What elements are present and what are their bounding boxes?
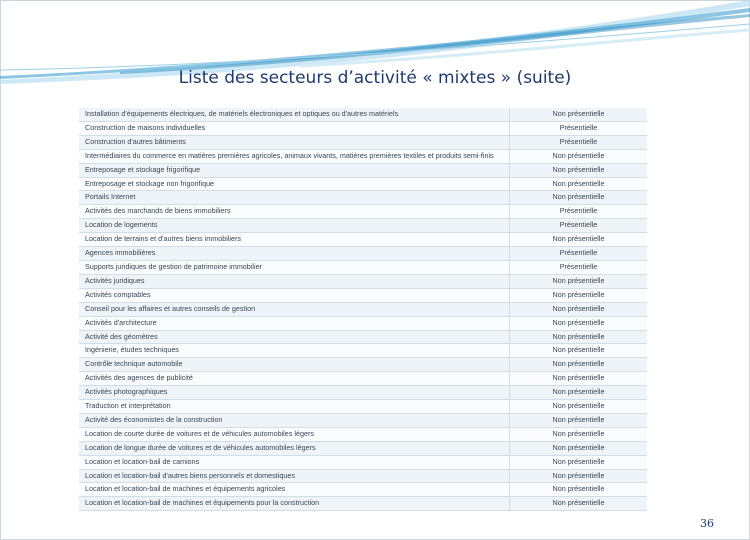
status-cell: Non présentielle: [510, 191, 648, 205]
status-cell: Non présentielle: [510, 163, 648, 177]
sector-cell: Activités d'architecture: [79, 316, 510, 330]
sector-cell: Contrôle technique automobile: [79, 358, 510, 372]
sector-cell: Activités photographiques: [79, 386, 510, 400]
table-row: [79, 274, 647, 288]
sector-cell: Traduction et interprétation: [79, 400, 510, 414]
table-row: [79, 260, 647, 274]
sector-cell: Location de terrains et d'autres biens immobiliers: [79, 233, 510, 247]
status-cell: Non présentielle: [510, 149, 648, 163]
status-cell: Présentielle: [510, 135, 648, 149]
sector-cell: Activités des agences de publicité: [79, 372, 510, 386]
slide-title: Liste des secteurs d’activité « mixtes » (suite): [178, 68, 572, 88]
table-row: [79, 247, 647, 261]
sector-cell: Activités juridiques: [79, 274, 510, 288]
table-row: [79, 121, 647, 135]
sector-cell: Entreposage et stockage frigorifique: [79, 163, 510, 177]
table-row: [79, 441, 647, 455]
table-row: [79, 316, 647, 330]
sector-cell: Activités des marchands de biens immobiliers: [79, 205, 510, 219]
sector-cell: Activités comptables: [79, 288, 510, 302]
status-cell: Non présentielle: [510, 441, 648, 455]
status-cell: Non présentielle: [510, 469, 648, 483]
table-row: [79, 469, 647, 483]
status-cell: Présentielle: [510, 247, 648, 261]
table-row: [79, 163, 647, 177]
sector-cell: Portails Internet: [79, 191, 510, 205]
table-row: [79, 135, 647, 149]
table-row: [79, 413, 647, 427]
status-cell: Présentielle: [510, 219, 648, 233]
sector-cell: Location et location-bail de machines et équipements agricoles: [79, 483, 510, 497]
status-cell: Non présentielle: [510, 274, 648, 288]
status-cell: Non présentielle: [510, 302, 648, 316]
table-row: [79, 358, 647, 372]
table-row: [79, 455, 647, 469]
sector-cell: Location de longue durée de voitures et de véhicules automobiles légers: [79, 441, 510, 455]
table-row: [79, 191, 647, 205]
status-cell: Présentielle: [510, 260, 648, 274]
sector-cell: Supports juridiques de gestion de patrimoine immobilier: [79, 260, 510, 274]
status-cell: Non présentielle: [510, 483, 648, 497]
sector-cell: Intermédiaires du commerce en matières premières agricoles, animaux vivants, matières premières textiles et produits semi-finis: [79, 149, 510, 163]
table-row: [79, 372, 647, 386]
sector-cell: Location et location-bail d'autres biens personnels et domestiques: [79, 469, 510, 483]
table-row: [79, 400, 647, 414]
status-cell: Présentielle: [510, 121, 648, 135]
status-cell: Non présentielle: [510, 372, 648, 386]
status-cell: Non présentielle: [510, 288, 648, 302]
page-number: 36: [700, 517, 714, 530]
status-cell: Non présentielle: [510, 316, 648, 330]
table-row: [79, 386, 647, 400]
status-cell: Non présentielle: [510, 330, 648, 344]
table-row: [79, 233, 647, 247]
sector-cell: Construction d'autres bâtiments: [79, 135, 510, 149]
sector-cell: Location et location-bail de machines et équipements pour la construction: [79, 497, 510, 511]
table-row: [79, 330, 647, 344]
sector-cell: Agences immobilières: [79, 247, 510, 261]
status-cell: Non présentielle: [510, 177, 648, 191]
table-row: [79, 205, 647, 219]
table-row: [79, 288, 647, 302]
status-cell: Non présentielle: [510, 427, 648, 441]
sector-cell: Construction de maisons individuelles: [79, 121, 510, 135]
table-row: [79, 219, 647, 233]
status-cell: Non présentielle: [510, 455, 648, 469]
sector-cell: Entreposage et stockage non frigorifique: [79, 177, 510, 191]
status-cell: Présentielle: [510, 205, 648, 219]
table-row: [79, 427, 647, 441]
sector-cell: Ingénierie, études techniques: [79, 344, 510, 358]
decorative-swoosh: [0, 0, 750, 110]
sector-cell: Location et location-bail de camions: [79, 455, 510, 469]
status-cell: Non présentielle: [510, 386, 648, 400]
table-row: [79, 497, 647, 511]
sector-cell: Location de courte durée de voitures et de véhicules automobiles légers: [79, 427, 510, 441]
sectors-table: [79, 108, 646, 511]
sector-cell: Installation d'équipements électriques, de matériels électroniques et optiques ou d'autres matériels: [79, 108, 510, 121]
table-row: [79, 108, 647, 121]
status-cell: Non présentielle: [510, 233, 648, 247]
sector-cell: Activité des économistes de la construction: [79, 413, 510, 427]
table-row: [79, 483, 647, 497]
status-cell: Non présentielle: [510, 400, 648, 414]
status-cell: Non présentielle: [510, 108, 648, 121]
status-cell: Non présentielle: [510, 344, 648, 358]
table-row: [79, 302, 647, 316]
sector-cell: Location de logements: [79, 219, 510, 233]
table-row: [79, 177, 647, 191]
table-row: [79, 149, 647, 163]
table-row: [79, 344, 647, 358]
sector-cell: Conseil pour les affaires et autres conseils de gestion: [79, 302, 510, 316]
status-cell: Non présentielle: [510, 413, 648, 427]
status-cell: Non présentielle: [510, 497, 648, 511]
status-cell: Non présentielle: [510, 358, 648, 372]
sector-cell: Activité des géomètres: [79, 330, 510, 344]
